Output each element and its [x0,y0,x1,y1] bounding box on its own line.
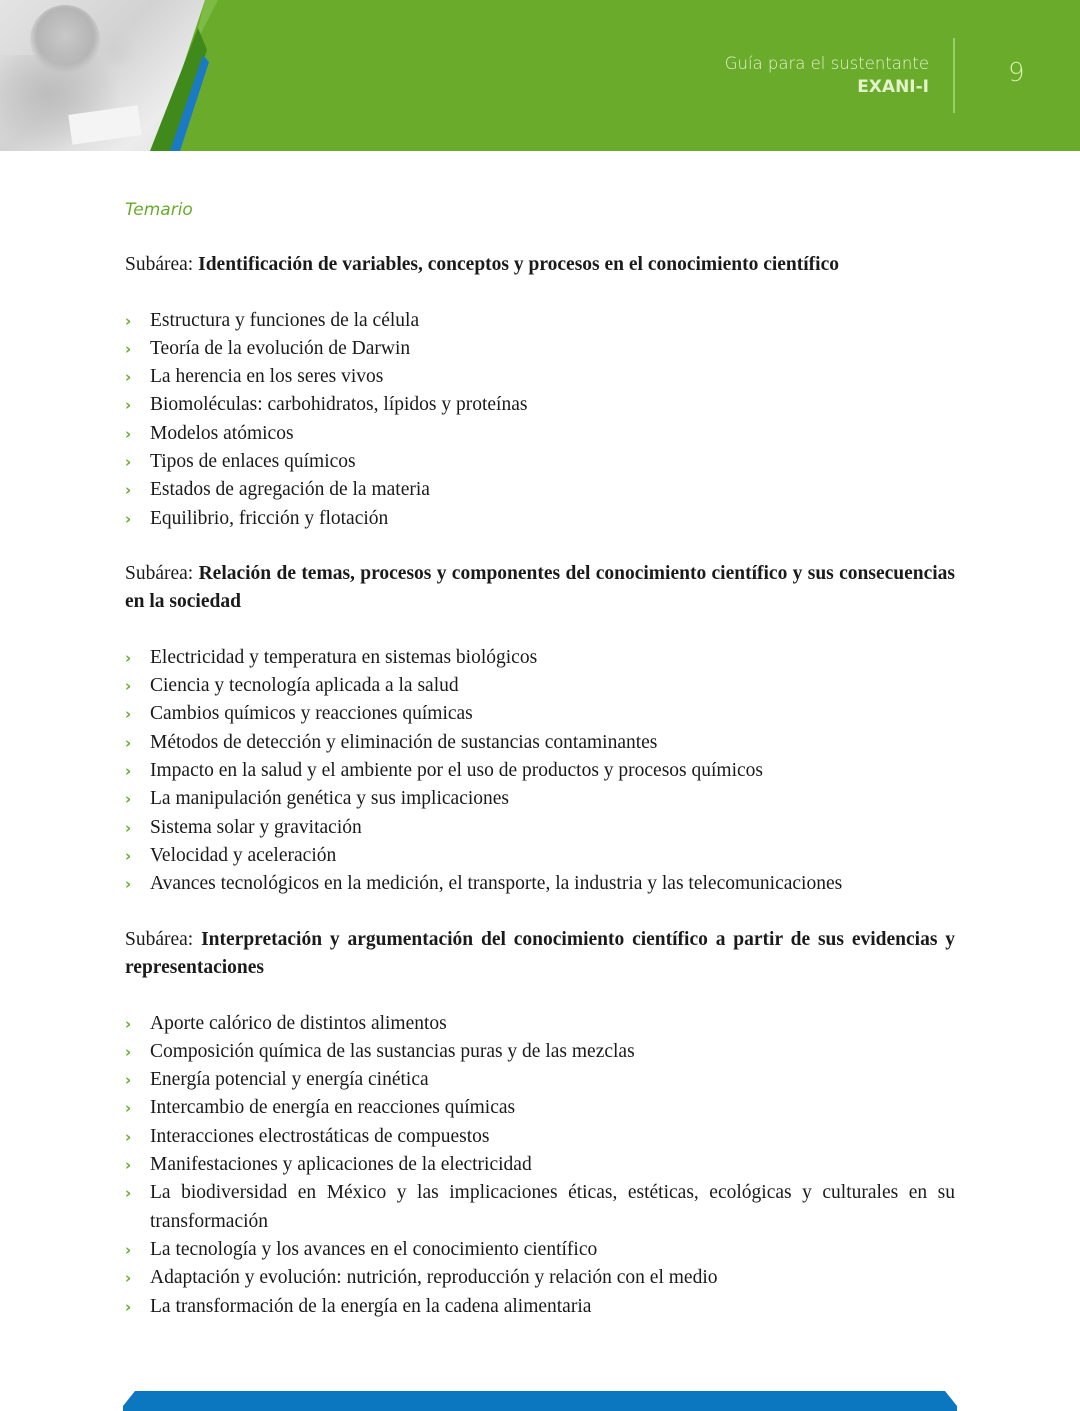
chevron-right-icon: › [125,1042,132,1061]
chevron-right-icon: › [125,311,132,330]
list-item: › La biodiversidad en México y las implicaciones éticas, estéticas, ecológicas y culturales en su transformación [125,1179,955,1236]
chevron-right-icon: › [125,509,132,528]
list-item: › Interacciones electrostáticas de compuestos [125,1123,955,1151]
list-item: › Aporte calórico de distintos alimentos [125,1010,955,1038]
chevron-right-icon: › [125,452,132,471]
list-item: › Velocidad y aceleración [125,842,955,870]
chevron-right-icon: › [125,368,132,387]
chevron-right-icon: › [125,648,132,667]
chevron-right-icon: › [125,762,132,781]
chevron-right-icon: › [125,1240,132,1259]
chevron-right-icon: › [125,1297,132,1316]
chevron-right-icon: › [125,818,132,837]
chevron-right-icon: › [125,1184,132,1203]
subarea-label: Subárea: [125,254,194,275]
list-item: › Electricidad y temperatura en sistemas biológicos [125,644,955,672]
list-item: › Manifestaciones y aplicaciones de la electricidad [125,1151,955,1179]
topic-list [125,307,955,533]
subarea-name: Identificación de variables, conceptos y procesos en el conocimiento científico [198,254,839,275]
list-item: › Estados de agregación de la materia [125,476,955,504]
guide-title: Guía para el sustentante [724,54,929,73]
exam-name: EXANI-I [857,77,929,97]
list-item: › Teoría de la evolución de Darwin [125,335,955,363]
subarea-heading [125,251,955,280]
list-item: › Intercambio de energía en reacciones químicas [125,1094,955,1122]
chevron-right-icon: › [125,733,132,752]
header-divider [953,38,955,113]
chevron-right-icon: › [125,1127,132,1146]
list-item: › Biomoléculas: carbohidratos, lípidos y proteínas [125,391,955,419]
subarea-heading [125,926,955,983]
syllabus-content [125,195,955,1348]
background-student-figure [95,30,135,70]
chevron-right-icon: › [125,339,132,358]
list-item: › Métodos de detección y eliminación de sustancias contaminantes [125,729,955,757]
list-item: › Adaptación y evolución: nutrición, reproducción y relación con el medio [125,1264,955,1292]
chevron-right-icon: › [125,1071,132,1090]
subarea-label: Subárea: [125,562,194,584]
chevron-right-icon: › [125,846,132,865]
list-item: › Impacto en la salud y el ambiente por el uso de productos y procesos químicos [125,757,955,785]
chevron-right-icon: › [125,1156,132,1175]
subarea-name: Relación de temas, procesos y componentes del conocimiento científico y sus consecuencias en la sociedad [125,562,956,613]
topic-list [125,1010,955,1321]
section-title: Temario [125,200,193,220]
chevron-right-icon: › [125,1014,132,1033]
list-item: › La tecnología y los avances en el conocimiento científico [125,1236,955,1264]
chevron-right-icon: › [125,875,132,894]
chevron-right-icon: › [125,424,132,443]
list-item: › Equilibrio, fricción y flotación [125,505,955,533]
chevron-right-icon: › [125,1269,132,1288]
list-item: › Ciencia y tecnología aplicada a la salud [125,672,955,700]
list-item: › Tipos de enlaces químicos [125,448,955,476]
subarea-label: Subárea: [125,928,194,950]
subarea-name: Interpretación y argumentación del conocimiento científico a partir de sus evidencias y representaciones [125,928,956,979]
page-header [0,0,1080,151]
list-item: › Cambios químicos y reacciones químicas [125,700,955,728]
chevron-right-icon: › [125,790,132,809]
list-item: › La transformación de la energía en la cadena alimentaria [125,1293,955,1321]
list-item: › Energía potencial y energía cinética [125,1066,955,1094]
list-item: › Avances tecnológicos en la medición, el transporte, la industria y las telecomunicaciones [125,870,955,898]
subarea-heading [125,560,955,617]
footer-bar [123,1391,957,1411]
list-item: › Modelos atómicos [125,420,955,448]
chevron-right-icon: › [125,481,132,500]
list-item: › Composición química de las sustancias puras y de las mezclas [125,1038,955,1066]
topic-list [125,644,955,899]
chevron-right-icon: › [125,705,132,724]
list-item: › La herencia en los seres vivos [125,363,955,391]
list-item: › Estructura y funciones de la célula [125,307,955,335]
chevron-right-icon: › [125,677,132,696]
chevron-right-icon: › [125,1099,132,1118]
list-item: › La manipulación genética y sus implicaciones [125,785,955,813]
page-number: 9 [1008,58,1025,88]
chevron-right-icon: › [125,396,132,415]
list-item: › Sistema solar y gravitación [125,814,955,842]
header-title-block [725,52,929,98]
